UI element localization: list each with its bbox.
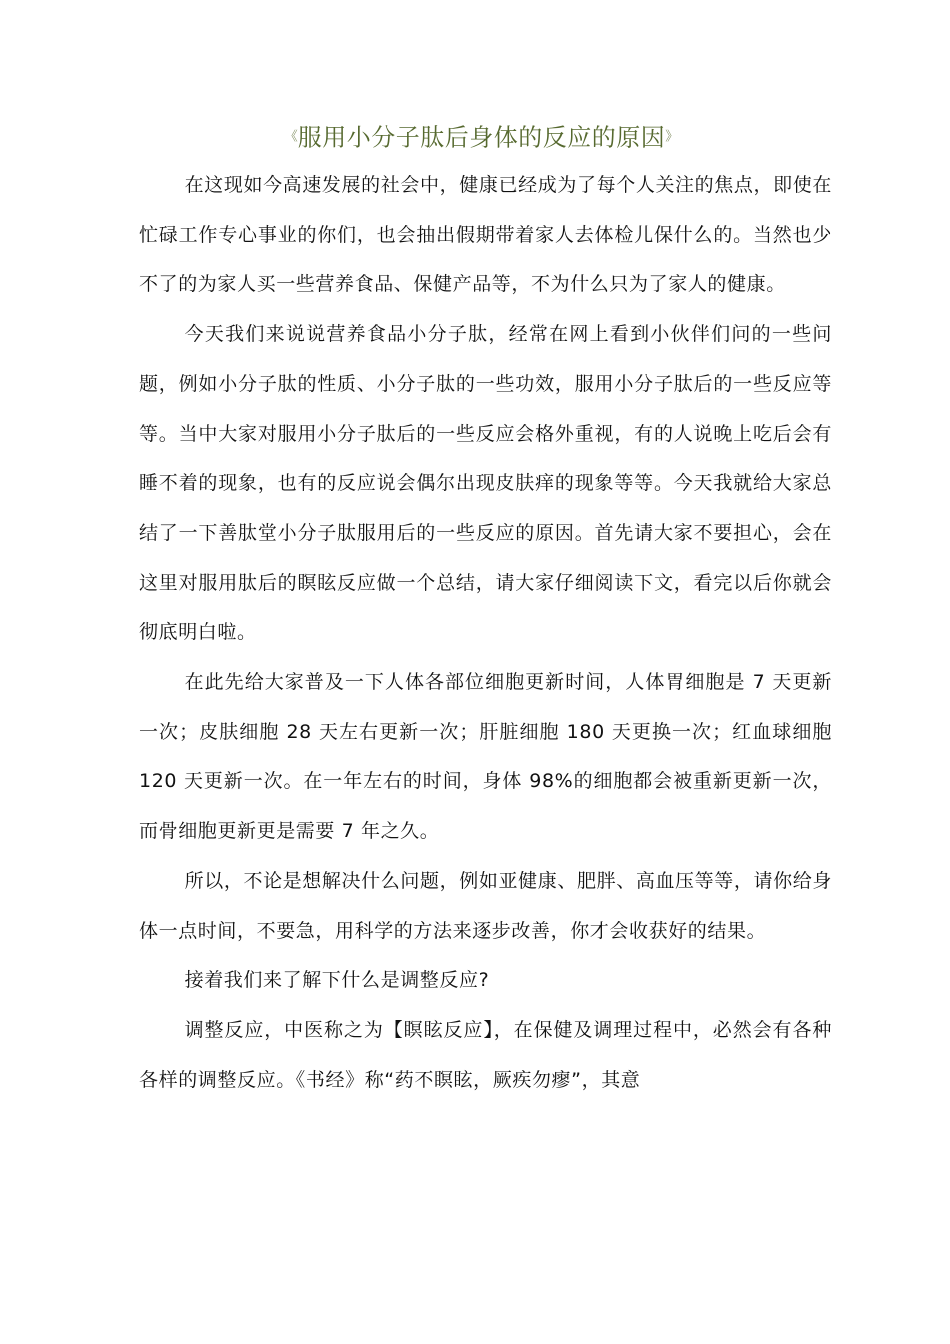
title-open-bracket: 《 xyxy=(284,129,298,145)
document-body xyxy=(139,161,832,1105)
paragraph: 所以，不论是想解决什么问题，例如亚健康、肥胖、高血压等等，请你给身体一点时间，不要急，用科学的方法来逐步改善，你才会收获好的结果。 xyxy=(139,869,832,942)
paragraph: 今天我们来说说营养食品小分子肽，经常在网上看到小伙伴们问的一些问题，例如小分子肽的性质、小分子肽的一些功效，服用小分子肽后的一些反应等等。当中大家对服用小分子肽后的一些反应会格外重视，有的人说晚上吃后会有睡不着的现象，也有的反应说会偶尔出现皮肤痒的现象等等。今天我就给大家总结了一下善肽堂小分子肽服用后的一些反应的原因。首先请大家不要担心，会在这里对服用肽后的瞑眩反应做一个总结，请大家仔细阅读下文，看完以后你就会彻底明白啦。 xyxy=(139,323,832,644)
paragraph: 接着我们来了解下什么是调整反应? xyxy=(184,969,490,992)
document-title xyxy=(131,118,832,156)
paragraph: 调整反应，中医称之为【瞑眩反应】，在保健及调理过程中，必然会有各种各样的调整反应。《书经》称“药不瞑眩，厥疾勿瘳”，其意 xyxy=(139,1018,832,1091)
paragraph: 在此先给大家普及一下人体各部位细胞更新时间，人体胃细胞是 7 天更新一次；皮肤细胞 28 天左右更新一次；肝脏细胞 180 天更换一次；红血球细胞 120 天更新一次。在一年左右的时间，身体 98%的细胞都会被重新更新一次，而骨细胞更新更是需要 7 年之久。 xyxy=(139,671,832,843)
title-close-bracket: 》 xyxy=(665,129,679,145)
title-text: 服用小分子肽后身体的反应的原因 xyxy=(297,123,666,152)
paragraph: 在这现如今高速发展的社会中，健康已经成为了每个人关注的焦点，即使在忙碌工作专心事业的你们，也会抽出假期带着家人去体检儿保什么的。当然也少不了的为家人买一些营养食品、保健产品等，不为什么只为了家人的健康。 xyxy=(139,174,832,296)
